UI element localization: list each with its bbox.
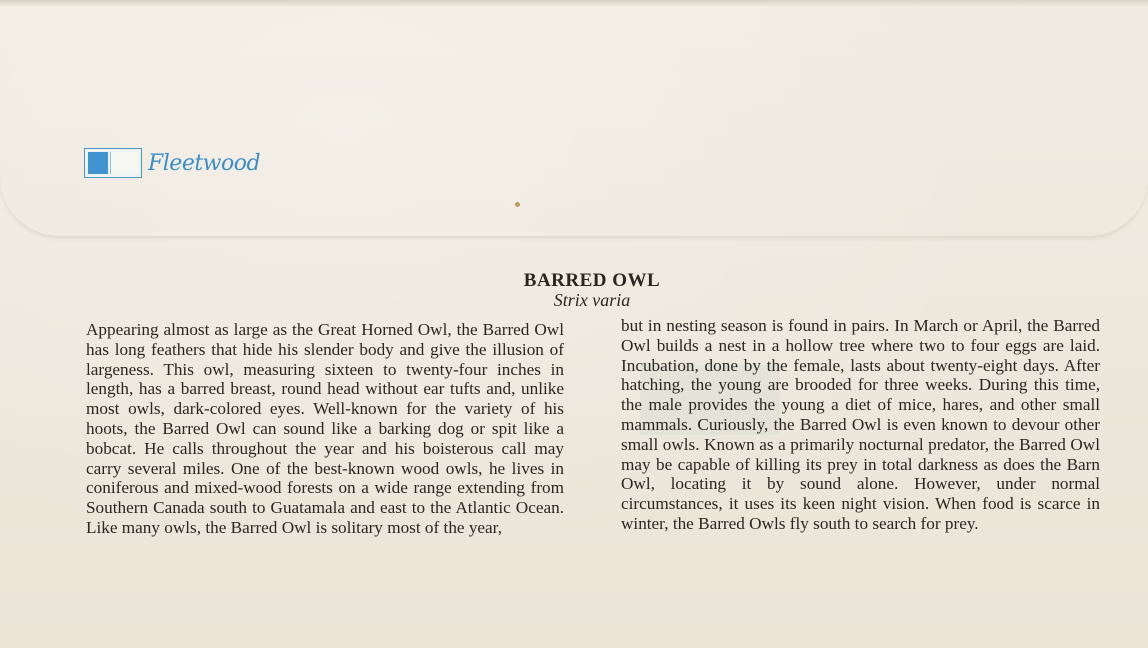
scientific-name: Strix varia [553, 290, 631, 310]
paper-speck [515, 202, 520, 207]
fleetwood-logo [84, 146, 260, 180]
article-column-left: Appearing almost as large as the Great Horned Owl, the Barred Owl has long feathers that hide his slender body and give the illusion of largeness. This owl, measuring sixteen to twenty-four inches in length, has a barred breast, round head without ear tufts and, unlike most owls, dark-colored eyes. Well-known for the variety of his hoots, the Barred Owl can sound like a barking dog or spit like a bobcat. He calls throughout the year and his boisterous call may carry several miles. One of the best-known wood owls, he lives in coniferous and mixed-wood forests on a wide range extending from Southern Canada south to Guatamala and east to the Atlantic Ocean. Like many owls, the Barred Owl is solitary most of the year, [86, 320, 564, 537]
article-title: BARRED OWL [523, 270, 661, 291]
envelope-flap [0, 0, 1148, 237]
logo-text: Fleetwood [148, 150, 261, 176]
logo-mark-icon [84, 148, 142, 178]
article-column-right: but in nesting season is found in pairs. In March or April, the Barred Owl builds a nest in a hollow tree where two to four eggs are laid. Incubation, done by the female, lasts about twenty-eight days. After hatching, the young are brooded for three weeks. During this time, the male provides the young a diet of mice, hares, and other small mammals. Curiously, the Barred Owl is even known to devour other small owls. Known as a primarily nocturnal predator, the Barred Owl may be capable of killing its prey in total darkness as does the Barn Owl, locating it by sound alone. However, under normal circumstances, it uses its keen night vision. When food is scarce in winter, the Barred Owls fly south to search for prey. [621, 316, 1100, 533]
